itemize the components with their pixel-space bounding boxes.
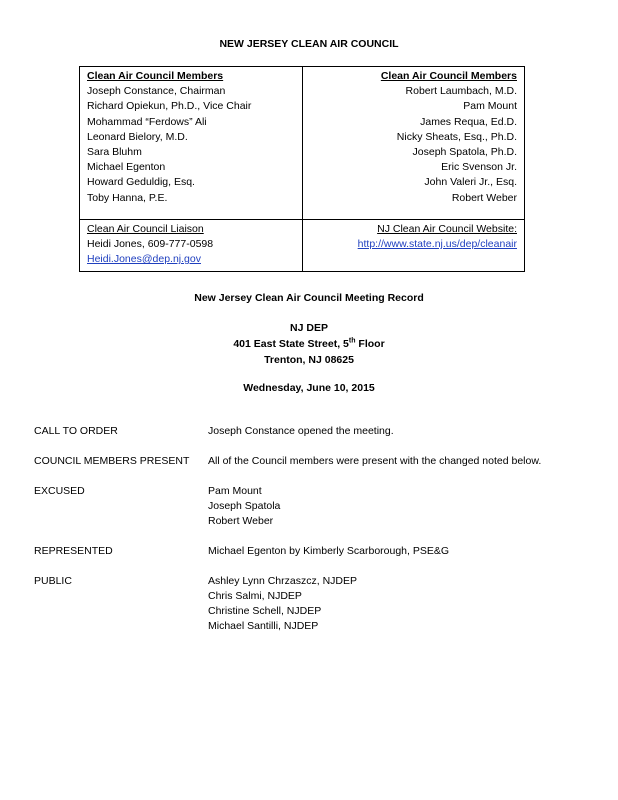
website-header: NJ Clean Air Council Website: — [377, 222, 517, 235]
section-represented — [34, 544, 594, 559]
section-value: Joseph Constance opened the meeting. — [208, 425, 394, 437]
members-table — [79, 66, 525, 272]
list-item: Ashley Lynn Chrzaszcz, NJDEP — [208, 575, 357, 587]
member-name: Eric Svenson Jr. — [441, 161, 517, 174]
section-label: CALL TO ORDER — [34, 425, 118, 437]
section-label: PUBLIC — [34, 575, 72, 587]
member-name: Robert Laumbach, M.D. — [405, 85, 517, 98]
section-public — [34, 574, 594, 634]
member-name: Pam Mount — [463, 100, 517, 113]
member-name: Leonard Bielory, M.D. — [87, 130, 188, 143]
member-name: John Valeri Jr., Esq. — [424, 176, 517, 189]
member-name: Joseph Spatola, Ph.D. — [412, 146, 517, 159]
member-name: Michael Egenton — [87, 161, 166, 174]
member-name: Toby Hanna, P.E. — [87, 191, 168, 204]
section-value: All of the Council members were present with the changed noted below. — [208, 455, 542, 467]
street-sup: th — [348, 337, 356, 345]
member-name: Mohammad “Ferdows” Ali — [87, 115, 207, 128]
section-value-list — [208, 484, 594, 529]
website-cell — [302, 219, 525, 272]
website-link[interactable]: http://www.state.nj.us/dep/cleanair — [357, 238, 517, 251]
section-label: EXCUSED — [34, 485, 85, 497]
member-name: Howard Geduldig, Esq. — [87, 176, 195, 189]
left-members-header: Clean Air Council Members — [87, 70, 224, 82]
minutes-sections — [34, 424, 594, 649]
list-item: Chris Salmi, NJDEP — [208, 590, 302, 602]
list-item: Robert Weber — [208, 515, 274, 527]
section-value: Michael Egenton by Kimberly Scarborough, PSE&G — [208, 545, 450, 557]
liaison-cell — [80, 219, 303, 272]
section-excused — [34, 484, 594, 529]
street-prefix: 401 East State Street, 5 — [233, 338, 349, 350]
section-present — [34, 454, 594, 469]
section-call-to-order — [34, 424, 594, 439]
liaison-header: Clean Air Council Liaison — [87, 222, 204, 235]
member-name: James Requa, Ed.D. — [420, 115, 517, 128]
section-label: COUNCIL MEMBERS PRESENT — [34, 455, 190, 467]
member-name: Robert Weber — [451, 191, 517, 204]
meeting-location — [0, 320, 618, 368]
street-suffix: Floor — [355, 338, 385, 350]
list-item: Michael Santilli, NJDEP — [208, 620, 319, 632]
member-name: Joseph Constance, Chairman — [87, 85, 226, 98]
list-item: Christine Schell, NJDEP — [208, 605, 322, 617]
list-item: Joseph Spatola — [208, 500, 281, 512]
section-value-list — [208, 574, 594, 634]
member-name: Richard Opiekun, Ph.D., Vice Chair — [87, 100, 252, 113]
liaison-contact: Heidi Jones, 609-777-0598 — [87, 238, 214, 251]
right-members-cell — [302, 67, 525, 220]
location-city: Trenton, NJ 08625 — [264, 354, 354, 366]
location-street — [0, 336, 618, 352]
member-name: Sara Bluhm — [87, 146, 142, 159]
left-members-cell — [80, 67, 303, 220]
record-title: New Jersey Clean Air Council Meeting Record — [194, 292, 424, 304]
liaison-email-link[interactable]: Heidi.Jones@dep.nj.gov — [87, 253, 201, 266]
meeting-date: Wednesday, June 10, 2015 — [243, 382, 375, 394]
member-name: Nicky Sheats, Esq., Ph.D. — [396, 130, 517, 143]
section-label: REPRESENTED — [34, 545, 113, 557]
right-members-header: Clean Air Council Members — [380, 70, 517, 82]
location-org: NJ DEP — [290, 322, 328, 334]
document-title: NEW JERSEY CLEAN AIR COUNCIL — [219, 38, 399, 50]
list-item: Pam Mount — [208, 485, 262, 497]
